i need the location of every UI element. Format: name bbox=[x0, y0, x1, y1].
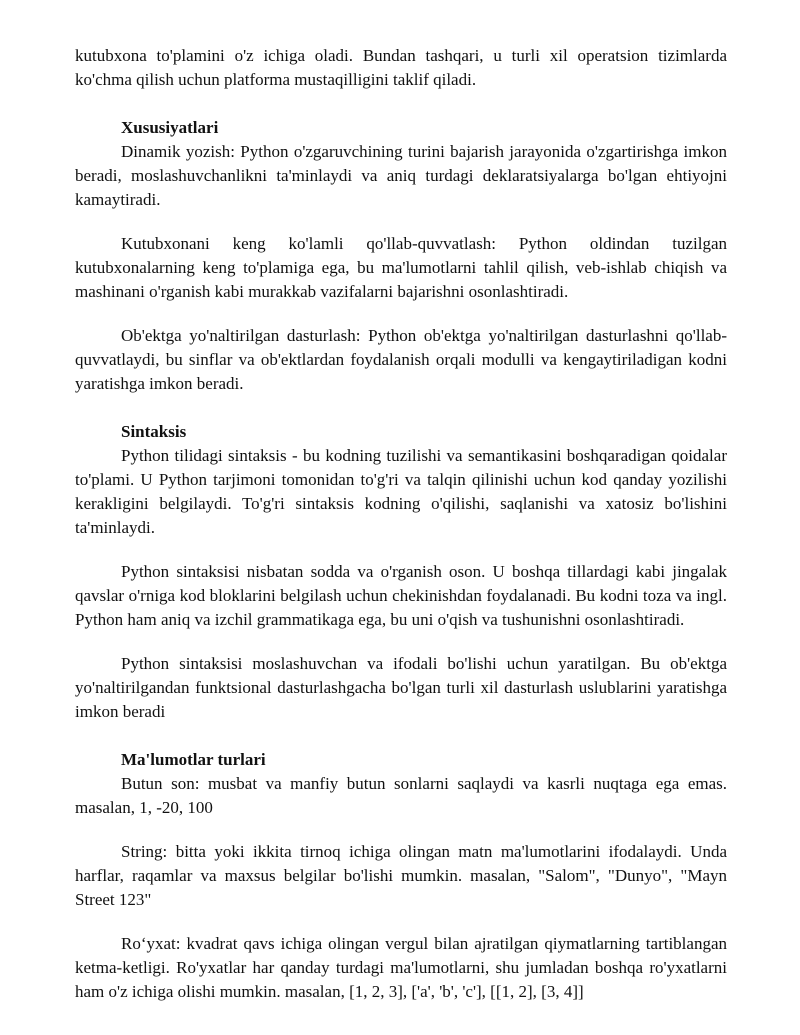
features-heading: Xususiyatlari bbox=[121, 118, 219, 137]
features-paragraph-dynamic-typing: Dinamik yozish: Python o'zgaruvchining turini bajarish jarayonida o'zgartirishga imkon beradi, moslashuvchanlikni ta'minlaydi va aniq turdagi deklaratsiyalarga bo'lgan ehtiyojni kamaytiradi. bbox=[75, 142, 727, 209]
spacer bbox=[75, 540, 727, 560]
spacer bbox=[75, 724, 727, 748]
syntax-paragraph-definition: Python tilidagi sintaksis - bu kodning tuzilishi va semantikasini boshqaradigan qoidalar to'plami. U Python tarjimoni tomonidan to'g'ri va talqin qilinishi uchun kod qanday yozilishi kerakligini belgilaydi. To'g'ri sintaksis kodning o'qilishi, saqlanishi va xatosiz bo'lishini ta'minlaydi. bbox=[75, 446, 727, 537]
document-page bbox=[75, 44, 727, 1004]
spacer bbox=[75, 304, 727, 324]
datatypes-paragraph-list: Ro‘yxat: kvadrat qavs ichiga olingan vergul bilan ajratilgan qiymatlarning tartiblangan ketma-ketligi. Ro'yxatlar har qanday turdagi ma'lumotlarni, shu jumladan boshqa ro'yxatlarni ham o'z ichiga olishi mumkin. masalan, [1, 2, 3], ['a', 'b', 'c'], [[1, 2], [3, 4]] bbox=[75, 934, 727, 1001]
spacer bbox=[75, 92, 727, 116]
syntax-heading: Sintaksis bbox=[121, 422, 187, 441]
features-paragraph-library-support: Kutubxonani keng ko'lamli qo'llab-quvvatlash: Python oldindan tuzilgan kutubxonalarning keng to'plamiga ega, bu ma'lumotlarni tahlil qilish, veb-ishlab chiqish va mashinani o'rganish kabi murakkab vazifalarni bajarishni osonlashtiradi. bbox=[75, 234, 727, 301]
spacer bbox=[75, 912, 727, 932]
datatypes-paragraph-string: String: bitta yoki ikkita tirnoq ichiga olingan matn ma'lumotlarini ifodalaydi. Unda harflar, raqamlar va maxsus belgilar bo'lishi mumkin. masalan, "Salom", "Dunyo", "Mayn Street 123" bbox=[75, 842, 727, 909]
syntax-paragraph-flexibility: Python sintaksisi moslashuvchan va ifodali bo'lishi uchun yaratilgan. Bu ob'ektga yo'naltirilgandan funktsional dasturlashgacha bo'lgan turli xil dasturlash uslublarini yaratishga imkon beradi bbox=[75, 654, 727, 721]
spacer bbox=[75, 212, 727, 232]
spacer bbox=[75, 632, 727, 652]
spacer bbox=[75, 820, 727, 840]
datatypes-heading: Ma'lumotlar turlari bbox=[121, 750, 266, 769]
datatypes-paragraph-integer: Butun son: musbat va manfiy butun sonlarni saqlaydi va kasrli nuqtaga ega emas. masalan, 1, -20, 100 bbox=[75, 774, 727, 817]
spacer bbox=[75, 396, 727, 420]
intro-paragraph: kutubxona to'plamini o'z ichiga oladi. Bundan tashqari, u turli xil operatsion tizimlarda ko'chma qilish uchun platforma mustaqilligini taklif qiladi. bbox=[75, 46, 727, 89]
features-paragraph-oop: Ob'ektga yo'naltirilgan dasturlash: Python ob'ektga yo'naltirilgan dasturlashni qo'llab-quvvatlaydi, bu sinflar va ob'ektlardan foydalanish orqali modulli va kengaytiriladigan kodni yaratishga imkon beradi. bbox=[75, 326, 727, 393]
syntax-paragraph-simplicity: Python sintaksisi nisbatan sodda va o'rganish oson. U boshqa tillardagi kabi jingalak qavslar o'rniga kod bloklarini belgilash uchun chekinishdan foydalanadi. Bu kodni toza va ingl. Python ham aniq va izchil grammatikaga ega, bu uni o'qish va tushunishni osonlashtiradi. bbox=[75, 562, 727, 629]
